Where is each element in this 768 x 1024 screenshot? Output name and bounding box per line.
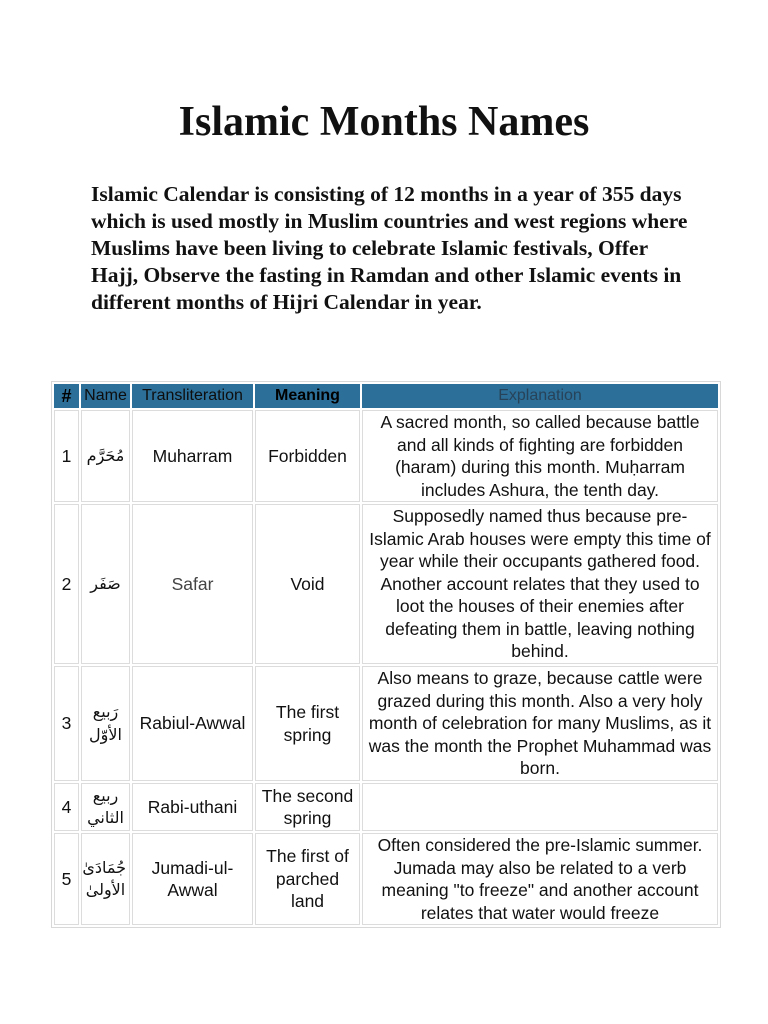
month-explanation: Supposedly named thus because pre-Islamic Arab houses were empty this time of year while their occupants gathered food. Another account relates that they used to loot the houses of their enemies after defeating them in battle, leaving nothing behind. (362, 504, 718, 664)
month-transliteration: Rabi-uthani (132, 783, 253, 831)
month-explanation (362, 783, 718, 831)
month-arabic-name: جُمَادَىٰ الأولىٰ (81, 833, 130, 925)
month-number: 5 (54, 833, 79, 925)
page-title: Islamic Months Names (178, 99, 590, 145)
month-transliteration: Safar (132, 504, 253, 664)
month-meaning: The first spring (255, 666, 360, 781)
header-name: Name (81, 384, 130, 408)
header-num: # (54, 384, 79, 408)
month-explanation: Also means to graze, because cattle were grazed during this month. Also a very holy month of celebration for many Muslims, as it was the month the Prophet Muhammad was born. (362, 666, 718, 781)
month-arabic-name: صَفَر (81, 504, 130, 664)
month-explanation-text: Often considered the pre-Islamic summer. Jumada may also be related to a verb meaning "to freeze" and another account relates that water would freeze (377, 835, 703, 923)
month-arabic-name: رَبيع الأوّل (81, 666, 130, 781)
table-header-row (54, 384, 718, 408)
month-meaning: The second spring (255, 783, 360, 831)
month-arabic-name: مُحَرَّم (81, 410, 130, 502)
month-number: 1 (54, 410, 79, 502)
header-transliteration: Transliteration (132, 384, 253, 408)
table-row (54, 666, 718, 781)
table-row (54, 783, 718, 831)
month-explanation (362, 833, 718, 925)
intro-paragraph: Islamic Calendar is consisting of 12 months in a year of 355 days which is used mostly in Muslim countries and west regions where Muslims have been living to celebrate Islamic festivals, Offer Hajj, Observe the fasting in Ramdan and other Islamic events in different months of Hijri Calendar in year. (91, 182, 688, 314)
month-meaning: The first of parched land (255, 833, 360, 925)
header-explanation: Explanation (362, 384, 718, 408)
month-transliteration: Rabiul-Awwal (132, 666, 253, 781)
month-arabic-name: ربيع الثاني (81, 783, 130, 831)
month-number: 4 (54, 783, 79, 831)
table-row (54, 833, 718, 925)
month-number: 3 (54, 666, 79, 781)
months-table (51, 381, 721, 928)
month-transliteration: Muharram (132, 410, 253, 502)
month-meaning: Void (255, 504, 360, 664)
table-row (54, 410, 718, 502)
month-number: 2 (54, 504, 79, 664)
month-meaning: Forbidden (255, 410, 360, 502)
month-transliteration: Jumadi-ul-Awwal (132, 833, 253, 925)
month-explanation: A sacred month, so called because battle and all kinds of fighting are forbidden (haram) during this month. Muḥarram includes Ashura, the tenth day. (362, 410, 718, 502)
header-meaning: Meaning (255, 384, 360, 408)
table-row (54, 504, 718, 664)
